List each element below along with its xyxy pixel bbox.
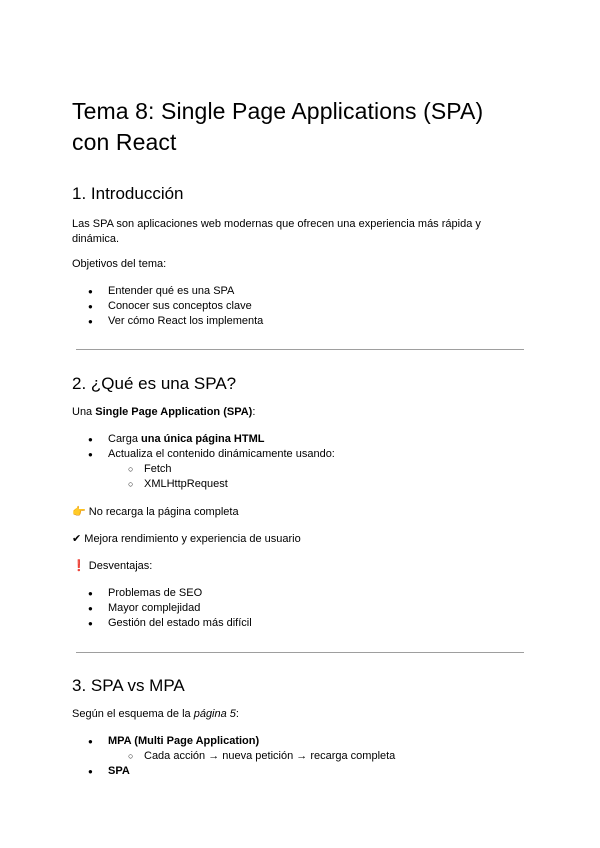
definition-term: Single Page Application (SPA) bbox=[95, 406, 253, 418]
check-icon: ✔ bbox=[72, 532, 82, 545]
note-no-reload bbox=[72, 504, 524, 520]
list-item bbox=[72, 447, 524, 492]
definition-prefix: Una bbox=[72, 406, 96, 418]
sublist bbox=[108, 462, 524, 492]
spa-label: SPA bbox=[108, 765, 130, 777]
list-item bbox=[72, 734, 524, 764]
note-text: No recarga la página completa bbox=[88, 506, 239, 518]
objectives-list bbox=[72, 284, 524, 329]
pointing-hand-icon: 👉 bbox=[72, 505, 86, 518]
feature-bold: una única página HTML bbox=[141, 433, 265, 445]
sublist-item: ○ Fetch bbox=[108, 462, 524, 477]
spa-definition bbox=[72, 405, 524, 420]
intro-prefix: Según el esquema de la bbox=[72, 708, 194, 720]
sublist bbox=[108, 749, 524, 764]
note-performance bbox=[72, 531, 524, 547]
section-divider bbox=[76, 349, 524, 350]
spa-vs-mpa-intro bbox=[72, 707, 524, 722]
note-text: Mejora rendimiento y experiencia de usuario bbox=[84, 533, 301, 545]
list-item bbox=[72, 432, 524, 447]
feature-text: Actualiza el contenido dinámicamente usando: bbox=[108, 448, 335, 460]
section-heading-what-is-spa: 2. ¿Qué es una SPA? bbox=[72, 374, 237, 393]
section-divider bbox=[76, 652, 524, 653]
list-item: ● Ver cómo React los implementa bbox=[72, 314, 524, 329]
intro-suffix: : bbox=[235, 708, 239, 720]
disadvantages-list bbox=[72, 586, 524, 631]
page-title: Tema 8: Single Page Applications (SPA) con React bbox=[72, 98, 484, 155]
list-item: ● Mayor complejidad bbox=[72, 601, 524, 616]
exclamation-icon: ❗ bbox=[72, 559, 86, 572]
section-heading-intro: 1. Introducción bbox=[72, 184, 184, 203]
list-item bbox=[72, 764, 524, 779]
list-item: ● Entender qué es una SPA bbox=[72, 284, 524, 299]
spa-features-list bbox=[72, 432, 524, 492]
feature-prefix: Carga bbox=[108, 433, 142, 445]
comparison-list bbox=[72, 734, 524, 779]
sublist-item: ○ Cada acción → nueva petición → recarga completa bbox=[108, 749, 524, 764]
list-item: ● Conocer sus conceptos clave bbox=[72, 299, 524, 314]
intro-paragraph: Las SPA son aplicaciones web modernas que ofrecen una experiencia más rápida y dinámica. bbox=[72, 218, 481, 245]
sublist-item: ○ XMLHttpRequest bbox=[108, 477, 524, 492]
page-reference: página 5 bbox=[193, 708, 236, 720]
list-item: ● Gestión del estado más difícil bbox=[72, 616, 524, 631]
definition-suffix: : bbox=[252, 406, 256, 418]
section-heading-spa-vs-mpa: 3. SPA vs MPA bbox=[72, 676, 185, 695]
mpa-label: MPA (Multi Page Application) bbox=[108, 735, 260, 747]
disadvantages-label bbox=[72, 558, 524, 574]
objectives-label: Objetivos del tema: bbox=[72, 258, 167, 270]
list-item: ● Problemas de SEO bbox=[72, 586, 524, 601]
disadvantages-text: Desventajas: bbox=[88, 560, 153, 572]
